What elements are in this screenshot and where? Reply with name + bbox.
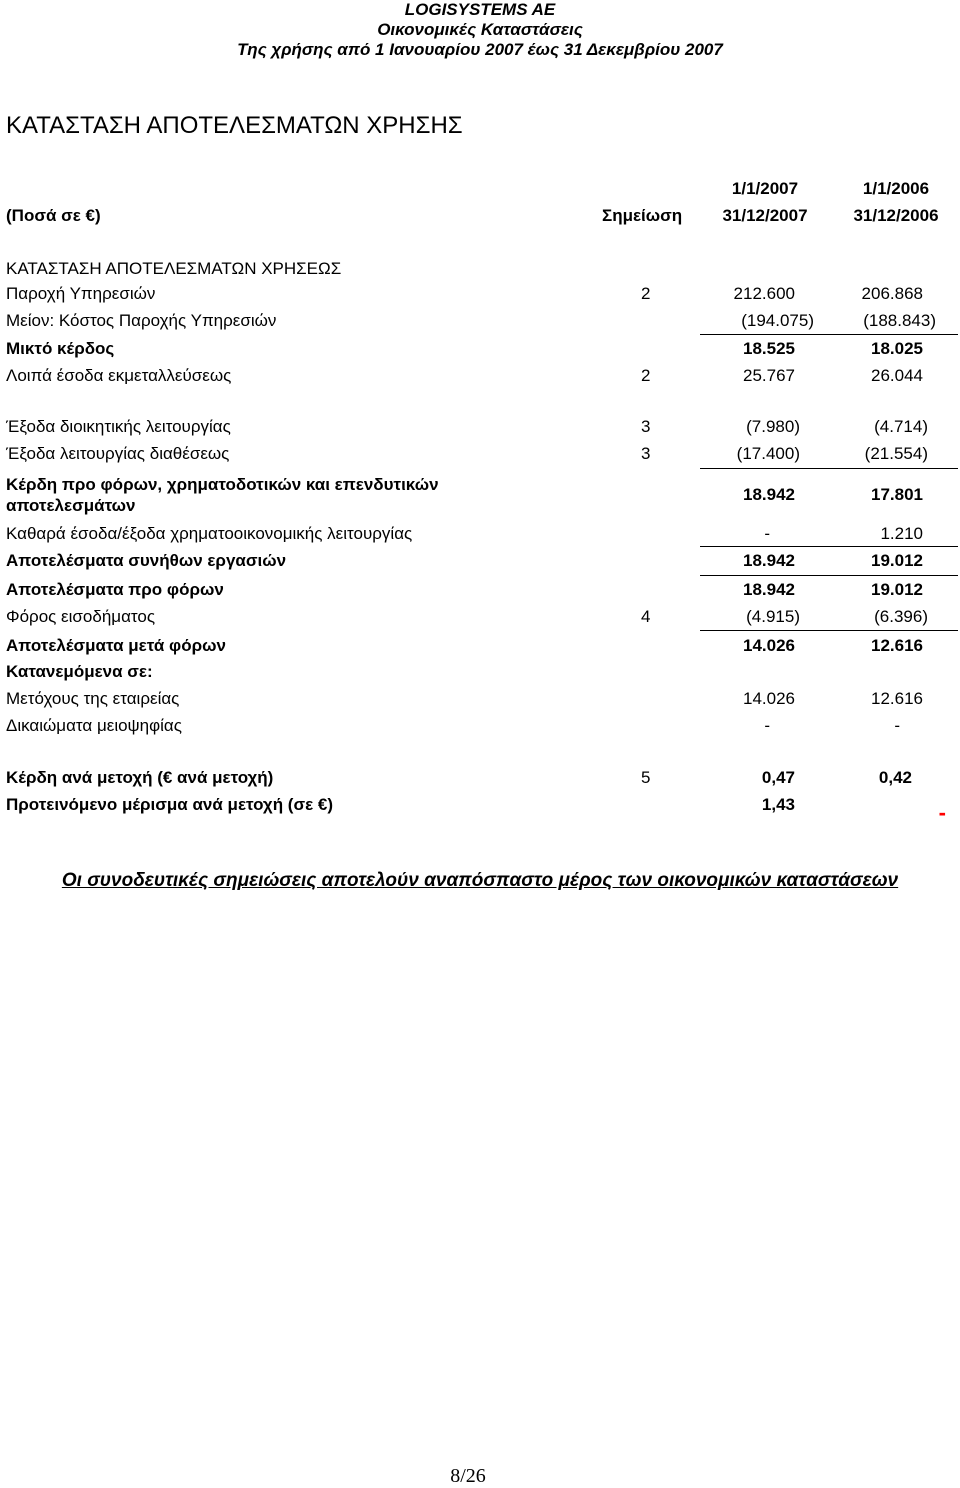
row-label: Κατανεμόμενα σε: (6, 662, 153, 681)
row-label: Προτεινόμενο μέρισμα ανά μετοχή (σε €) (6, 795, 333, 814)
page-number: 8/26 (450, 1465, 486, 1487)
row-note: 3 (641, 417, 651, 436)
row-value-2007: (7.980) (746, 417, 800, 436)
subtotal-rule (700, 334, 958, 335)
row-label: Κέρδη ανά μετοχή (€ ανά μετοχή) (6, 768, 274, 787)
row-label: Έξοδα διοικητικής λειτουργίας (6, 417, 231, 436)
row-value-2007: 18.942 (743, 580, 795, 599)
row-value-2007: 1,43 (761, 795, 795, 814)
subtotal-rule (700, 630, 958, 631)
subtotal-rule (700, 546, 958, 547)
row-label: Καθαρά έσοδα/έξοδα χρηματοοικονομικής λειτουργίας (6, 524, 413, 543)
row-value-2007: 14.026 (743, 636, 795, 655)
row-value-2006: 12.616 (871, 689, 923, 708)
row-value-2006: 19.012 (871, 551, 923, 570)
row-label: Αποτελέσματα συνήθων εργασιών (6, 551, 287, 570)
row-value-2006: 0,42 (878, 768, 912, 787)
row-label: Δικαιώματα μειοψηφίας (6, 716, 182, 735)
subtotal-rule (700, 575, 958, 576)
row-label: Μείον: Κόστος Παροχής Υπηρεσιών (6, 311, 277, 330)
note-column-header: Σημείωση (602, 206, 683, 225)
row-value-2006: (6.396) (874, 607, 928, 626)
row-value-2007: (4.915) (746, 607, 800, 626)
row-value-2006: - (938, 800, 946, 825)
period-line: Της χρήσης από 1 Ιανουαρίου 2007 έως 31 Δεκεμβρίου 2007 (237, 40, 723, 59)
row-value-2006: 12.616 (871, 636, 923, 655)
row-value-2006: (4.714) (874, 417, 928, 436)
row-value-2006: (188.843) (863, 311, 936, 330)
row-label: Λοιπά έσοδα εκμεταλλεύσεως (6, 366, 232, 385)
row-value-2006: 26.044 (871, 366, 923, 385)
row-label: Αποτελέσματα μετά φόρων (6, 636, 226, 655)
row-value-2007: 212.600 (733, 284, 795, 303)
row-label: Μικτό κέρδος (6, 339, 115, 358)
row-value-2006: 18.025 (871, 339, 923, 358)
row-value-2007: (194.075) (741, 311, 814, 330)
row-label: Παροχή Υπηρεσιών (6, 284, 156, 303)
row-value-2007: 18.525 (743, 339, 795, 358)
row-label: Έξοδα λειτουργίας διαθέσεως (6, 444, 230, 463)
row-value-2007: - (764, 524, 770, 543)
row-value-2007: (17.400) (736, 444, 800, 463)
col-2006-end: 31/12/2006 (853, 206, 939, 225)
document-subtitle: Οικονομικές Καταστάσεις (377, 20, 583, 39)
row-label-line1: Κέρδη προ φόρων, χρηματοδοτικών και επενδυτικών (6, 475, 439, 494)
row-value-2006: 19.012 (871, 580, 923, 599)
row-value-2006: 17.801 (871, 485, 923, 504)
company-name: LOGISYSTEMS AE (404, 0, 556, 19)
row-note: 5 (641, 768, 651, 787)
row-label: Μετόχους της εταιρείας (6, 689, 180, 708)
subtotal-rule (700, 468, 958, 469)
row-note: 4 (641, 607, 651, 626)
row-value-2006: (21.554) (864, 444, 928, 463)
amounts-unit-label: (Ποσά σε €) (6, 206, 101, 225)
row-note: 3 (641, 444, 651, 463)
row-value-2006: - (894, 716, 900, 735)
statement-title: ΚΑΤΑΣΤΑΣΗ ΑΠΟΤΕΛΕΣΜΑΤΩΝ ΧΡΗΣΗΣ (6, 112, 463, 139)
col-2007-start: 1/1/2007 (731, 179, 799, 198)
row-note: 2 (641, 366, 651, 385)
row-value-2007: 14.026 (743, 689, 795, 708)
row-value-2007: 25.767 (743, 366, 795, 385)
row-label: Αποτελέσματα προ φόρων (6, 580, 224, 599)
row-value-2007: 18.942 (743, 485, 795, 504)
row-value-2006: 206.868 (861, 284, 923, 303)
row-value-2007: - (764, 716, 770, 735)
row-label: Φόρος εισοδήματος (6, 607, 156, 626)
row-value-2006: 1.210 (880, 524, 923, 543)
row-label-line2: αποτελεσμάτων (6, 496, 136, 515)
col-2006-start: 1/1/2006 (862, 179, 930, 198)
row-value-2007: 0,47 (761, 768, 795, 787)
section-title: ΚΑΤΑΣΤΑΣΗ ΑΠΟΤΕΛΕΣΜΑΤΩΝ ΧΡΗΣΕΩΣ (6, 259, 342, 278)
col-2007-end: 31/12/2007 (722, 206, 808, 225)
footer-note: Οι συνοδευτικές σημειώσεις αποτελούν αναπόσπαστο μέρος των οικονομικών καταστάσεων (61, 870, 899, 891)
row-value-2007: 18.942 (743, 551, 795, 570)
row-note: 2 (641, 284, 651, 303)
